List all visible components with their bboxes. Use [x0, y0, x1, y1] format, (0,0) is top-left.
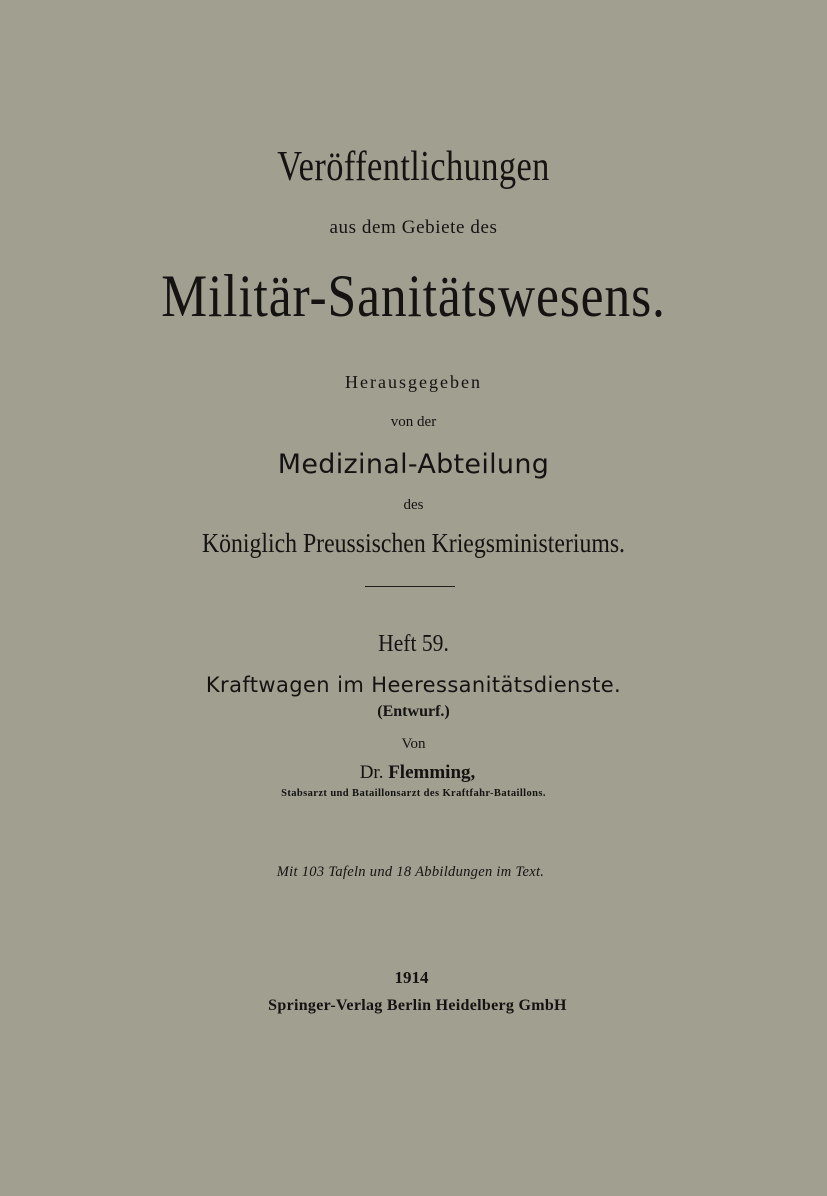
editor-ministry: Königlich Preussischen Kriegsministeriums.	[201, 528, 626, 558]
work-title: Kraftwagen im Heeressanitätsdienste.	[205, 673, 622, 697]
author-name: Flemming,	[388, 762, 476, 783]
issue-number: Heft 59.	[378, 631, 449, 657]
author-by: Von	[401, 736, 426, 752]
series-subtitle: aus dem Gebiete des	[329, 217, 498, 238]
draft-note: (Entwurf.)	[377, 703, 450, 720]
author-line	[4, 763, 827, 782]
author-role: Stabsarzt und Bataillonsarzt des Kraftfahr-Bataillons.	[281, 788, 546, 799]
series-title: Veröffentlichungen	[277, 144, 550, 190]
editor-des: des	[403, 497, 424, 513]
editor-department: Medizinal-Abteilung	[277, 449, 550, 480]
publication-year: 1914	[394, 968, 429, 987]
series-name: Militär-Sanitätswesens.	[161, 263, 666, 329]
section-divider	[365, 586, 455, 587]
publisher: Springer-Verlag Berlin Heidelberg GmbH	[268, 997, 567, 1014]
illustrations-note: Mit 103 Tafeln und 18 Abbildungen im Text.	[276, 864, 545, 880]
author-honorific: Dr.	[359, 762, 384, 783]
editor-von-der: von der	[390, 414, 437, 430]
editor-prefix: Herausgegeben	[345, 372, 482, 392]
